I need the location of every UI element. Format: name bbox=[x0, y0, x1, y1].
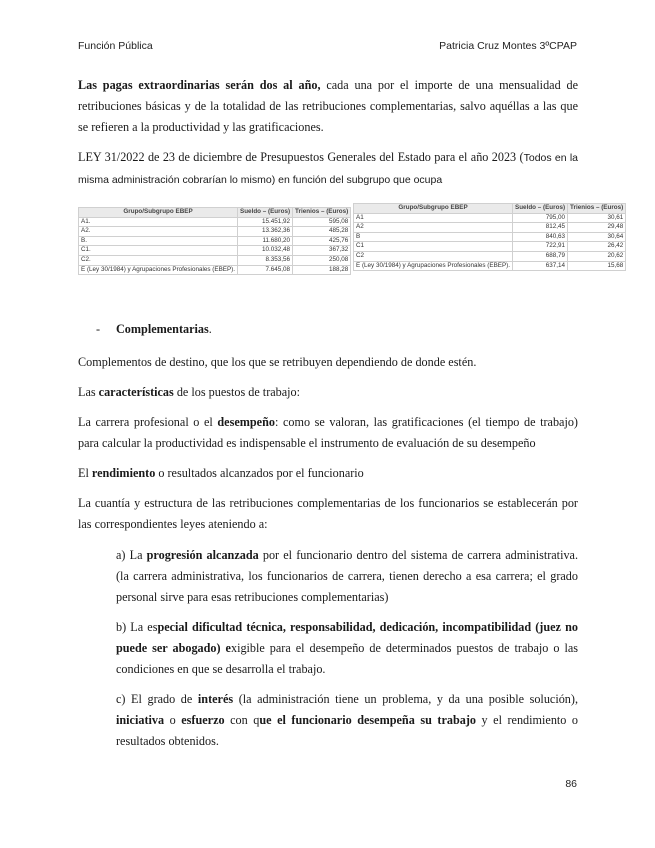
text-bold: características bbox=[98, 385, 174, 399]
table-cell: 8.353,56 bbox=[238, 255, 293, 265]
table-row bbox=[79, 246, 351, 256]
table-cell: E (Ley 30/1984) y Agrupaciones Profesionales (EBEP). bbox=[79, 265, 238, 275]
pagas-bold: Las pagas extraordinarias serán dos al año, bbox=[78, 78, 321, 92]
table-cell: C1. bbox=[79, 246, 238, 256]
table-cell: 485,28 bbox=[293, 227, 351, 237]
complementarias-suffix: . bbox=[208, 322, 212, 336]
table-cell: C2. bbox=[79, 255, 238, 265]
table-cell: 722,91 bbox=[513, 242, 568, 252]
pagas-rest: cada una por el importe de una mensualidad de retribuciones básicas y de la totalidad de las retribuciones complementarias, salvo aquéllas a las que se refieren a la productividad y las gratificaciones. bbox=[78, 78, 578, 134]
table-row bbox=[354, 232, 626, 242]
table-cell: 637,14 bbox=[513, 261, 568, 271]
table-cell: 20,62 bbox=[568, 251, 626, 261]
text-bold: ue el funcionario desempeña su trabajo bbox=[259, 713, 476, 727]
text-bold: iniciativa bbox=[116, 713, 165, 727]
text-span: con q bbox=[224, 713, 260, 727]
table-cell: A1. bbox=[79, 217, 238, 227]
paragraph-carrera bbox=[78, 412, 578, 454]
paragraph-destino: Complementos de destino, que los que se retribuyen dependiendo de donde estén. bbox=[78, 355, 477, 369]
table-cell: 812,45 bbox=[513, 223, 568, 233]
text-span: de los puestos de trabajo: bbox=[173, 385, 301, 399]
text-span: (la administración tiene un problema, y da una posible solución), bbox=[233, 692, 578, 706]
page-number: 86 bbox=[565, 778, 577, 790]
page-header bbox=[78, 40, 577, 54]
ley-text: LEY 31/2022 de 23 de diciembre de Presupuestos Generales del Estado para el año 2023 ( bbox=[78, 150, 524, 164]
table-row bbox=[79, 217, 351, 227]
item-b bbox=[116, 617, 578, 680]
text-span: xigible para el desempeño de determinados puestos de trabajo o las condiciones en que se desarrolla el trabajo. bbox=[116, 641, 578, 676]
paragraph-caracteristicas bbox=[78, 382, 578, 403]
text-span: a) La bbox=[116, 548, 147, 562]
text-span: La carrera profesional o el bbox=[78, 415, 218, 429]
item-c bbox=[116, 689, 578, 752]
table-cell: 30,61 bbox=[568, 213, 626, 223]
table-row bbox=[354, 213, 626, 223]
table-cell: C2 bbox=[354, 251, 513, 261]
table-header-cell: Sueldo – (Euros) bbox=[238, 208, 293, 218]
text-bold: desempeño bbox=[217, 415, 275, 429]
complementarias-label: Complementarias bbox=[116, 322, 209, 336]
table-row bbox=[354, 251, 626, 261]
header-left: Función Pública bbox=[78, 40, 153, 52]
table-cell: C1 bbox=[354, 242, 513, 252]
salary-tables bbox=[78, 203, 624, 313]
text-bold: interés bbox=[197, 692, 234, 706]
text-span: El bbox=[78, 466, 92, 480]
table-row bbox=[354, 261, 626, 271]
table-cell: 30,64 bbox=[568, 232, 626, 242]
table-cell: 26,42 bbox=[568, 242, 626, 252]
table-row bbox=[79, 236, 351, 246]
table-header-cell: Sueldo – (Euros) bbox=[513, 204, 568, 214]
text-bold: pecial dificultad técnica, responsabilidad, dedicación, incompatibilidad (juez no puede ser abogado) e bbox=[116, 620, 578, 655]
salary-table-annual bbox=[78, 207, 351, 275]
text-span: o bbox=[164, 713, 182, 727]
table-cell: A1 bbox=[354, 213, 513, 223]
table-header-cell: Grupo/Subgrupo EBEP bbox=[79, 208, 238, 218]
table-row bbox=[354, 223, 626, 233]
paragraph-ley bbox=[78, 147, 578, 191]
header-right: Patricia Cruz Montes 3ºCPAP bbox=[439, 40, 577, 52]
table-cell: 7.645,08 bbox=[238, 265, 293, 275]
table-row bbox=[79, 255, 351, 265]
table-cell: 15.451,92 bbox=[238, 217, 293, 227]
text-bold: esfuerzo bbox=[181, 713, 225, 727]
table-cell: 10.032,48 bbox=[238, 246, 293, 256]
table-cell: A2. bbox=[79, 227, 238, 237]
table-cell: 367,32 bbox=[293, 246, 351, 256]
table-cell: 688,79 bbox=[513, 251, 568, 261]
text-span: o resultados alcanzados por el funcionario bbox=[155, 466, 364, 480]
text-span: por el funcionario dentro del sistema de carrera administrativa. (la carrera administrativa, los funcionarios de carrera, tienen derecho a esa carrera; el grado personal sirve para esas retribuciones complementarias) bbox=[116, 548, 579, 604]
text-span: y el rendimiento o resultados obtenidos. bbox=[116, 713, 579, 748]
table-row bbox=[354, 242, 626, 252]
table-cell: 250,08 bbox=[293, 255, 351, 265]
table-cell: 595,08 bbox=[293, 217, 351, 227]
table-header-row bbox=[354, 204, 626, 214]
table-cell: 13.362,36 bbox=[238, 227, 293, 237]
text-span: : como se valoran, las gratificaciones (el tiempo de trabajo) para calcular la productividad es indispensable el instrumento de evaluación de su desempeño bbox=[78, 415, 578, 450]
salary-table-extra bbox=[353, 203, 626, 271]
table-cell: B bbox=[354, 232, 513, 242]
table-cell: A2 bbox=[354, 223, 513, 233]
ley-sans-text: Todos en la misma administración cobrarían lo mismo) en función del subgrupo que ocupa bbox=[78, 152, 578, 186]
table-header-row bbox=[79, 208, 351, 218]
table-cell: 840,63 bbox=[513, 232, 568, 242]
text-span: b) La es bbox=[116, 620, 158, 634]
table-cell: 11.680,20 bbox=[238, 236, 293, 246]
table-cell: B. bbox=[79, 236, 238, 246]
paragraph-rendimiento bbox=[78, 463, 578, 484]
text-bold: progresión alcanzada bbox=[146, 548, 259, 562]
table-cell: 15,68 bbox=[568, 261, 626, 271]
text-span: c) El grado de bbox=[116, 692, 198, 706]
table-cell: 188,28 bbox=[293, 265, 351, 275]
table-cell: 29,48 bbox=[568, 223, 626, 233]
complementarias-item bbox=[96, 319, 578, 340]
table-row bbox=[79, 265, 351, 275]
page-content bbox=[78, 75, 624, 761]
table-cell: 795,00 bbox=[513, 213, 568, 223]
paragraph-pagas bbox=[78, 75, 578, 138]
text-bold: rendimiento bbox=[91, 466, 156, 480]
item-a bbox=[116, 545, 578, 608]
dash-bullet: - bbox=[96, 322, 101, 336]
text-span: Las bbox=[78, 385, 99, 399]
table-cell: E (Ley 30/1984) y Agrupaciones Profesionales (EBEP). bbox=[354, 261, 513, 271]
table-cell: 425,76 bbox=[293, 236, 351, 246]
table-row bbox=[79, 227, 351, 237]
table-header-cell: Trienios – (Euros) bbox=[568, 204, 626, 214]
paragraph-cuantia: La cuantía y estructura de las retribuciones complementarias de los funcionarios se establecerán por las correspondientes leyes ateniendo a: bbox=[78, 496, 578, 531]
table-header-cell: Grupo/Subgrupo EBEP bbox=[354, 204, 513, 214]
table-header-cell: Trienios – (Euros) bbox=[293, 208, 351, 218]
